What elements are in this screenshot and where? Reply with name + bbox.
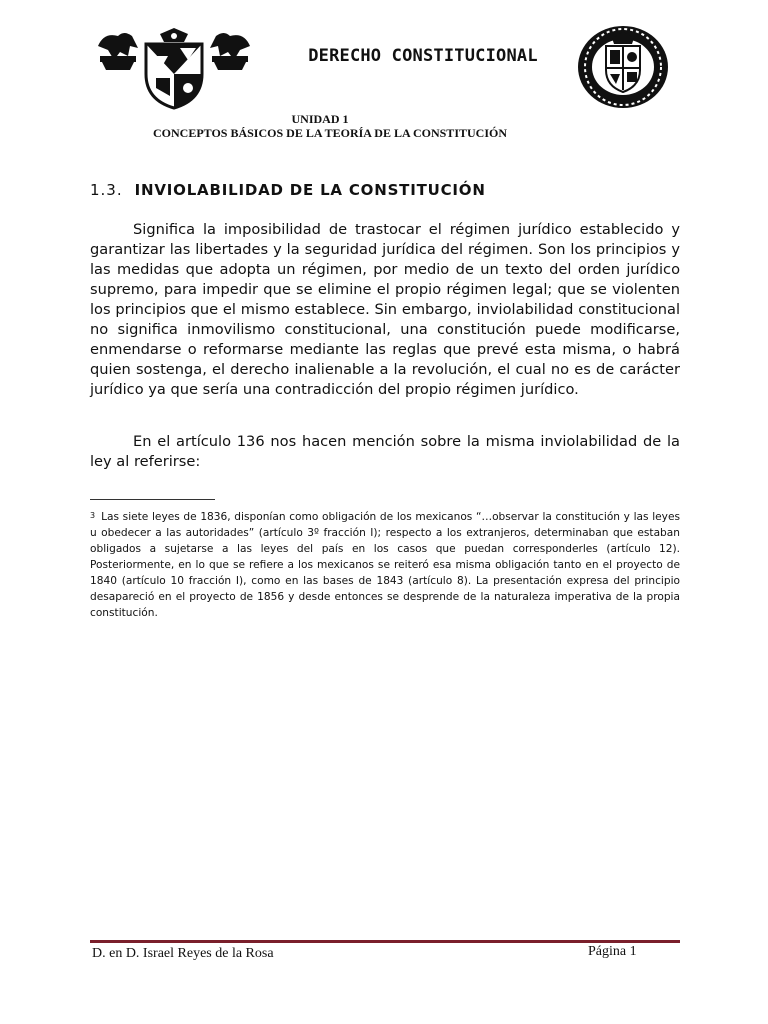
footer-author: D. en D. Israel Reyes de la Rosa — [92, 946, 274, 961]
university-coat-of-arms-logo — [94, 26, 254, 110]
section-title: INVIOLABILIDAD DE LA CONSTITUCIÓN — [134, 181, 486, 199]
section-number: 1.3. — [90, 181, 123, 199]
section-heading — [90, 181, 486, 199]
unit-label: UNIDAD 1 — [291, 112, 349, 126]
body-paragraph: Significa la imposibilidad de trastocar el régimen jurídico establecido y garantizar las libertades y la seguridad jurídica del régimen. Son los principios y las medidas que adopta un régimen, por medio de un texto del orden jurídico supremo, para impedir que se elimine el propio régimen legal; que se violenten los principios que el mismo establece. Sin embargo, inviolabilidad constitucional no significa inmovilismo constitucional, una constitución puede modificarse, enmendarse o reformarse mediante las reglas que prevé esta misma, o habrá quien sostenga, el derecho inalienable a la revolución, el cual no es de carácter jurídico ya que sería una contradicción del propio régimen jurídico. — [90, 221, 680, 398]
footnote-separator — [90, 499, 215, 500]
footnote — [90, 508, 680, 621]
unit-subtitle: CONCEPTOS BÁSICOS DE LA TEORÍA DE LA CONSTITUCIÓN — [153, 126, 507, 140]
footer-rule — [90, 940, 680, 943]
footnote-marker: 3 — [90, 511, 96, 520]
faculty-of-law-seal-logo — [576, 24, 670, 110]
page-number: Página 1 — [588, 944, 637, 959]
footnote-text: Las siete leyes de 1836, disponían como obligación de los mexicanos “…observar la constitución y las leyes u obedecer a las autoridades” (artículo 3º fracción I); respecto a los extranjeros, determinaban que estaban obligados a sujetarse a las leyes del país en los casos que puedan corresponderles (artículo 12). Posteriormente, en lo que se refiere a los mexicanos se reiteró esa misma obligación tanto en el proyecto de 1840 (artículo 10 fracción I), como en las bases de 1843 (artículo 8). La presentación expresa del principio desapareció en el proyecto de 1856 y desde entonces se desprende de la naturaleza imperativa de la propia constitución. — [90, 511, 680, 619]
document-header-title: DERECHO CONSTITUCIONAL — [308, 46, 538, 66]
body-paragraph: En el artículo 136 nos hacen mención sobre la misma inviolabilidad de la ley al referirse: — [90, 433, 680, 470]
